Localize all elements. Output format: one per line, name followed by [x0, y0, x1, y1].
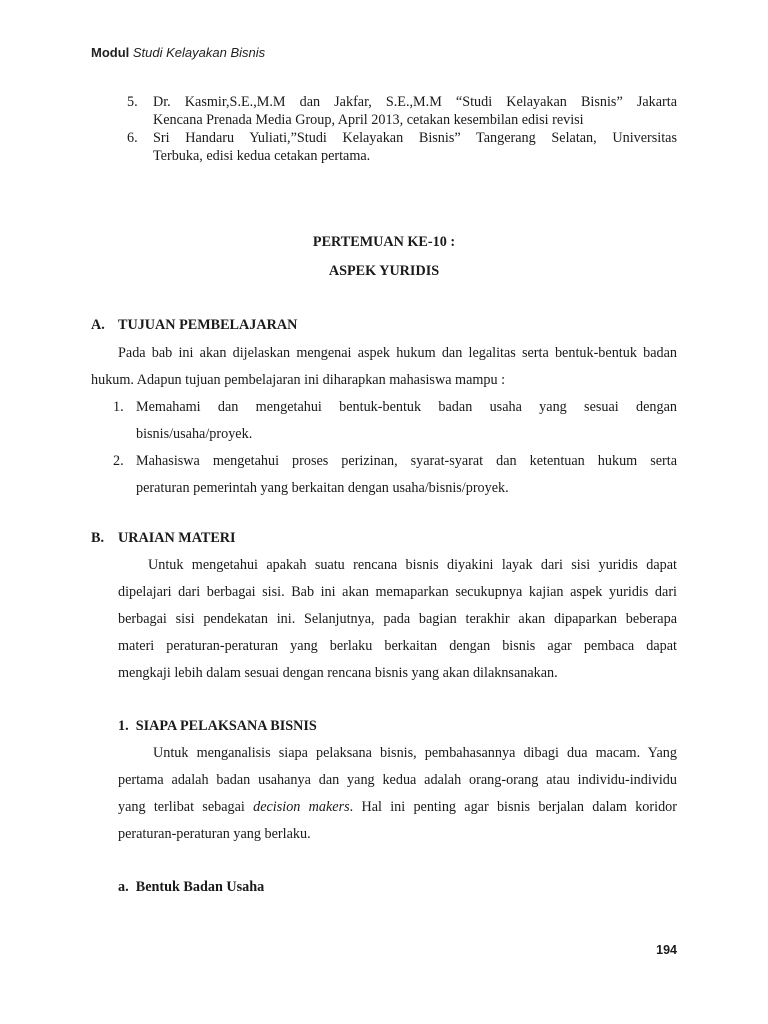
- reference-line: Sri Handaru Yuliati,”Studi Kelayakan Bisnis” Tangerang Selatan, Universitas: [153, 130, 677, 146]
- objective-item: peraturan pemerintah yang berkaitan dengan usaha/bisnis/proyek.: [136, 480, 509, 496]
- objective-number: 2.: [113, 453, 124, 469]
- subsection-1-paragraph: pertama adalah badan usahanya dan yang kedua adalah orang-orang atau individu-individu: [118, 772, 677, 788]
- section-a-heading: TUJUAN PEMBELAJARAN: [118, 317, 298, 333]
- subsection-1-paragraph: Untuk menganalisis siapa pelaksana bisnis, pembahasannya dibagi dua macam. Yang: [153, 745, 677, 761]
- reference-line: Dr. Kasmir,S.E.,M.M dan Jakfar, S.E.,M.M “Studi Kelayakan Bisnis” Jakarta: [153, 94, 677, 110]
- meeting-title: PERTEMUAN KE-10 :: [312, 234, 456, 250]
- reference-line: Terbuka, edisi kedua cetakan pertama.: [153, 148, 371, 164]
- reference-number: 6.: [127, 130, 138, 146]
- meeting-subtitle: ASPEK YURIDIS: [328, 263, 440, 279]
- header-title: Studi Kelayakan Bisnis: [132, 45, 266, 60]
- subsection-a-heading: a. Bentuk Badan Usaha: [118, 879, 265, 895]
- subsection-1-paragraph: [118, 794, 677, 821]
- objective-item: Memahami dan mengetahui bentuk-bentuk badan usaha yang sesuai dengan: [136, 399, 677, 415]
- subsection-1-paragraph: peraturan-peraturan yang berlaku.: [118, 826, 311, 842]
- objective-item: bisnis/usaha/proyek.: [136, 426, 253, 442]
- page-number: 194: [656, 943, 677, 957]
- section-b-paragraph: mengkaji lebih dalam sesuai dengan rencana bisnis yang akan dilaknsanakan.: [118, 665, 558, 681]
- section-a-intro: hukum. Adapun tujuan pembelajaran ini diharapkan mahasiswa mampu :: [91, 372, 506, 388]
- objective-item: Mahasiswa mengetahui proses perizinan, syarat-syarat dan ketentuan hukum serta: [136, 453, 677, 469]
- emphasis-text: decision makers: [253, 799, 350, 815]
- reference-number: 5.: [127, 94, 138, 110]
- header-modul: Modul: [91, 45, 130, 60]
- text-run: yang terlibat sebagai: [118, 799, 254, 815]
- section-b-letter: B.: [91, 530, 105, 546]
- text-run: . Hal ini penting agar bisnis berjalan dalam koridor: [349, 799, 677, 815]
- section-a-intro: Pada bab ini akan dijelaskan mengenai aspek hukum dan legalitas serta bentuk-bentuk badan: [118, 345, 677, 361]
- section-b-heading: URAIAN MATERI: [118, 530, 236, 546]
- running-header: [91, 45, 265, 60]
- section-b-paragraph: berbagai sisi pendekatan ini. Selanjutnya, pada bagian terakhir akan dipaparkan beberapa: [118, 611, 677, 627]
- subsection-1-heading: 1. SIAPA PELAKSANA BISNIS: [118, 718, 317, 734]
- section-a-letter: A.: [91, 317, 105, 333]
- reference-line: Kencana Prenada Media Group, April 2013, cetakan kesembilan edisi revisi: [153, 112, 584, 128]
- section-b-paragraph: dipelajari dari berbagai sisi. Bab ini akan memaparkan secukupnya kajian aspek yuridis dari: [118, 584, 677, 600]
- section-b-paragraph: Untuk mengetahui apakah suatu rencana bisnis diyakini layak dari sisi yuridis dapat: [148, 557, 677, 573]
- section-b-paragraph: materi peraturan-peraturan yang berlaku berkaitan dengan bisnis agar pembaca dapat: [118, 638, 677, 654]
- objective-number: 1.: [113, 399, 124, 415]
